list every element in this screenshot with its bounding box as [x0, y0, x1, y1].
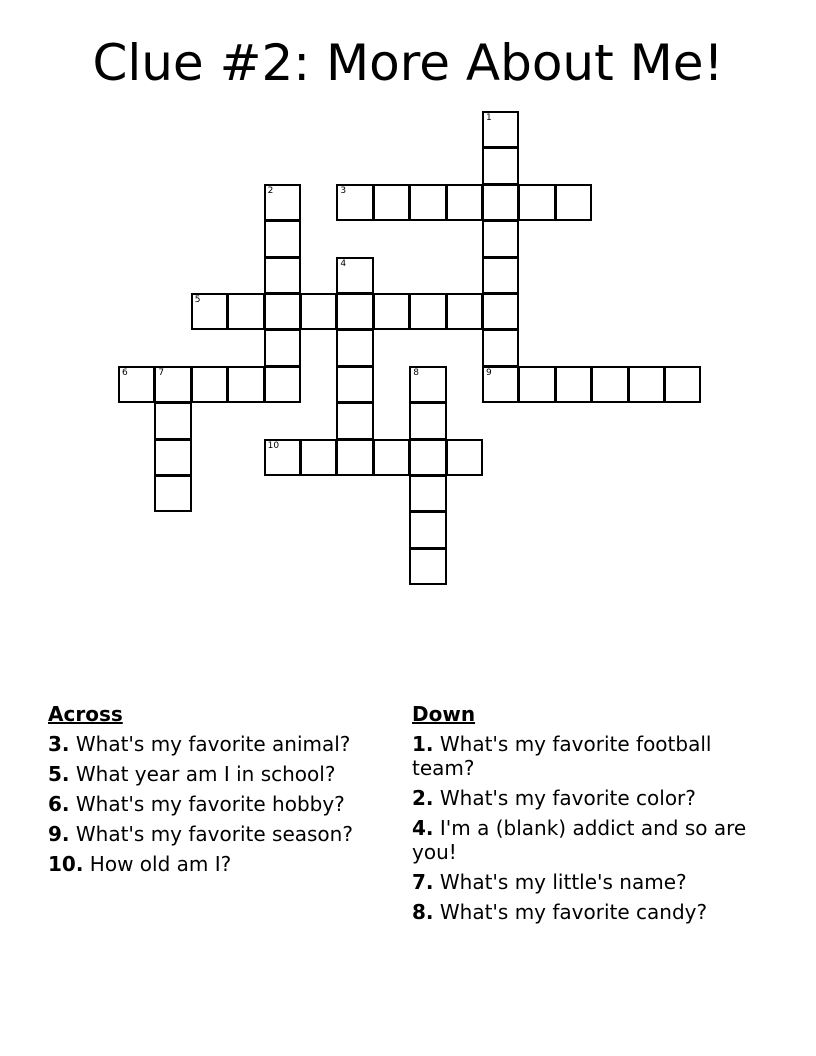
crossword-cell[interactable]: [373, 184, 410, 221]
crossword-cell[interactable]: [300, 439, 337, 476]
crossword-cell[interactable]: [446, 184, 483, 221]
crossword-cell[interactable]: [446, 293, 483, 330]
clue-number: 7: [158, 367, 165, 378]
crossword-cell[interactable]: [409, 548, 446, 585]
down-heading: Down: [412, 702, 476, 726]
clue-across-10: 10. How old am I?: [48, 852, 232, 876]
crossword-cell[interactable]: [555, 366, 592, 403]
clue-down-2: 2. What's my favorite color?: [412, 786, 696, 810]
crossword-cell[interactable]: [482, 184, 519, 221]
crossword-cell[interactable]: [482, 329, 519, 366]
crossword-cell[interactable]: [336, 402, 373, 439]
clue-number: 2: [267, 185, 274, 196]
crossword-cell[interactable]: [227, 366, 264, 403]
crossword-cell[interactable]: [409, 402, 446, 439]
crossword-cell[interactable]: [409, 366, 446, 403]
crossword-cell[interactable]: [264, 184, 301, 221]
clue-number: 9: [486, 367, 492, 378]
crossword-cell[interactable]: [191, 366, 228, 403]
page-title: Clue #2: More About Me!: [92, 34, 724, 92]
crossword-cell[interactable]: [264, 366, 301, 403]
crossword-cell[interactable]: [336, 184, 373, 221]
crossword-cell[interactable]: [227, 293, 264, 330]
crossword-cell[interactable]: [154, 366, 191, 403]
across-heading: Across: [48, 702, 123, 726]
crossword-cell[interactable]: [264, 439, 301, 476]
crossword-cell[interactable]: [191, 293, 228, 330]
clue-across-6: 6. What's my favorite hobby?: [48, 792, 345, 816]
crossword-cell[interactable]: [264, 293, 301, 330]
clue-across-5: 5. What year am I in school?: [48, 762, 336, 786]
crossword-cell[interactable]: [336, 366, 373, 403]
crossword-cell[interactable]: [409, 293, 446, 330]
clue-number: 1: [486, 113, 492, 123]
crossword-cell[interactable]: [409, 439, 446, 476]
crossword-cell[interactable]: [446, 439, 483, 476]
clue-down-7: 7. What's my little's name?: [412, 870, 687, 894]
crossword-cell[interactable]: [482, 220, 519, 257]
crossword-cell[interactable]: [555, 184, 592, 221]
crossword-cell[interactable]: [300, 293, 337, 330]
crossword-cell[interactable]: [482, 257, 519, 294]
crossword-cell[interactable]: [154, 402, 191, 439]
crossword-cell[interactable]: [518, 184, 555, 221]
crossword-cell[interactable]: [482, 366, 519, 403]
clue-across-3: 3. What's my favorite animal?: [48, 732, 351, 756]
crossword-cell[interactable]: [336, 329, 373, 366]
clue-number: 8: [413, 367, 419, 378]
crossword-cell[interactable]: [373, 293, 410, 330]
crossword-cell[interactable]: [264, 329, 301, 366]
clue-number: 10: [267, 440, 280, 451]
crossword-cell[interactable]: [154, 439, 191, 476]
clue-number: 3: [340, 185, 347, 196]
crossword-cell[interactable]: [264, 220, 301, 257]
crossword-cell[interactable]: [118, 366, 155, 403]
crossword-cell[interactable]: [482, 111, 519, 148]
crossword-cell[interactable]: [264, 257, 301, 294]
crossword-cell[interactable]: [664, 366, 701, 403]
crossword-cell[interactable]: [482, 293, 519, 330]
crossword-cell[interactable]: [154, 475, 191, 512]
crossword-cell[interactable]: [373, 439, 410, 476]
crossword-cell[interactable]: [409, 511, 446, 548]
crossword-cell[interactable]: [591, 366, 628, 403]
clue-number: 6: [122, 367, 128, 378]
clue-down-8: 8. What's my favorite candy?: [412, 900, 708, 924]
clue-number: 4: [340, 258, 347, 269]
clue-number: 5: [194, 295, 201, 305]
clue-down-4: 4. I'm a (blank) addict and so are you!: [412, 816, 747, 864]
crossword-cell[interactable]: [409, 475, 446, 512]
crossword-cell[interactable]: [518, 366, 555, 403]
crossword-cell[interactable]: [482, 147, 519, 184]
clue-down-1: 1. What's my favorite football team?: [412, 732, 712, 780]
across-clues: [48, 702, 398, 882]
crossword-cell[interactable]: [336, 257, 373, 294]
crossword-cell[interactable]: [628, 366, 665, 403]
down-clues: [412, 702, 762, 930]
crossword-cell[interactable]: [336, 439, 373, 476]
crossword-cell[interactable]: [409, 184, 446, 221]
clue-across-9: 9. What's my favorite season?: [48, 822, 353, 846]
crossword-cell[interactable]: [336, 293, 373, 330]
